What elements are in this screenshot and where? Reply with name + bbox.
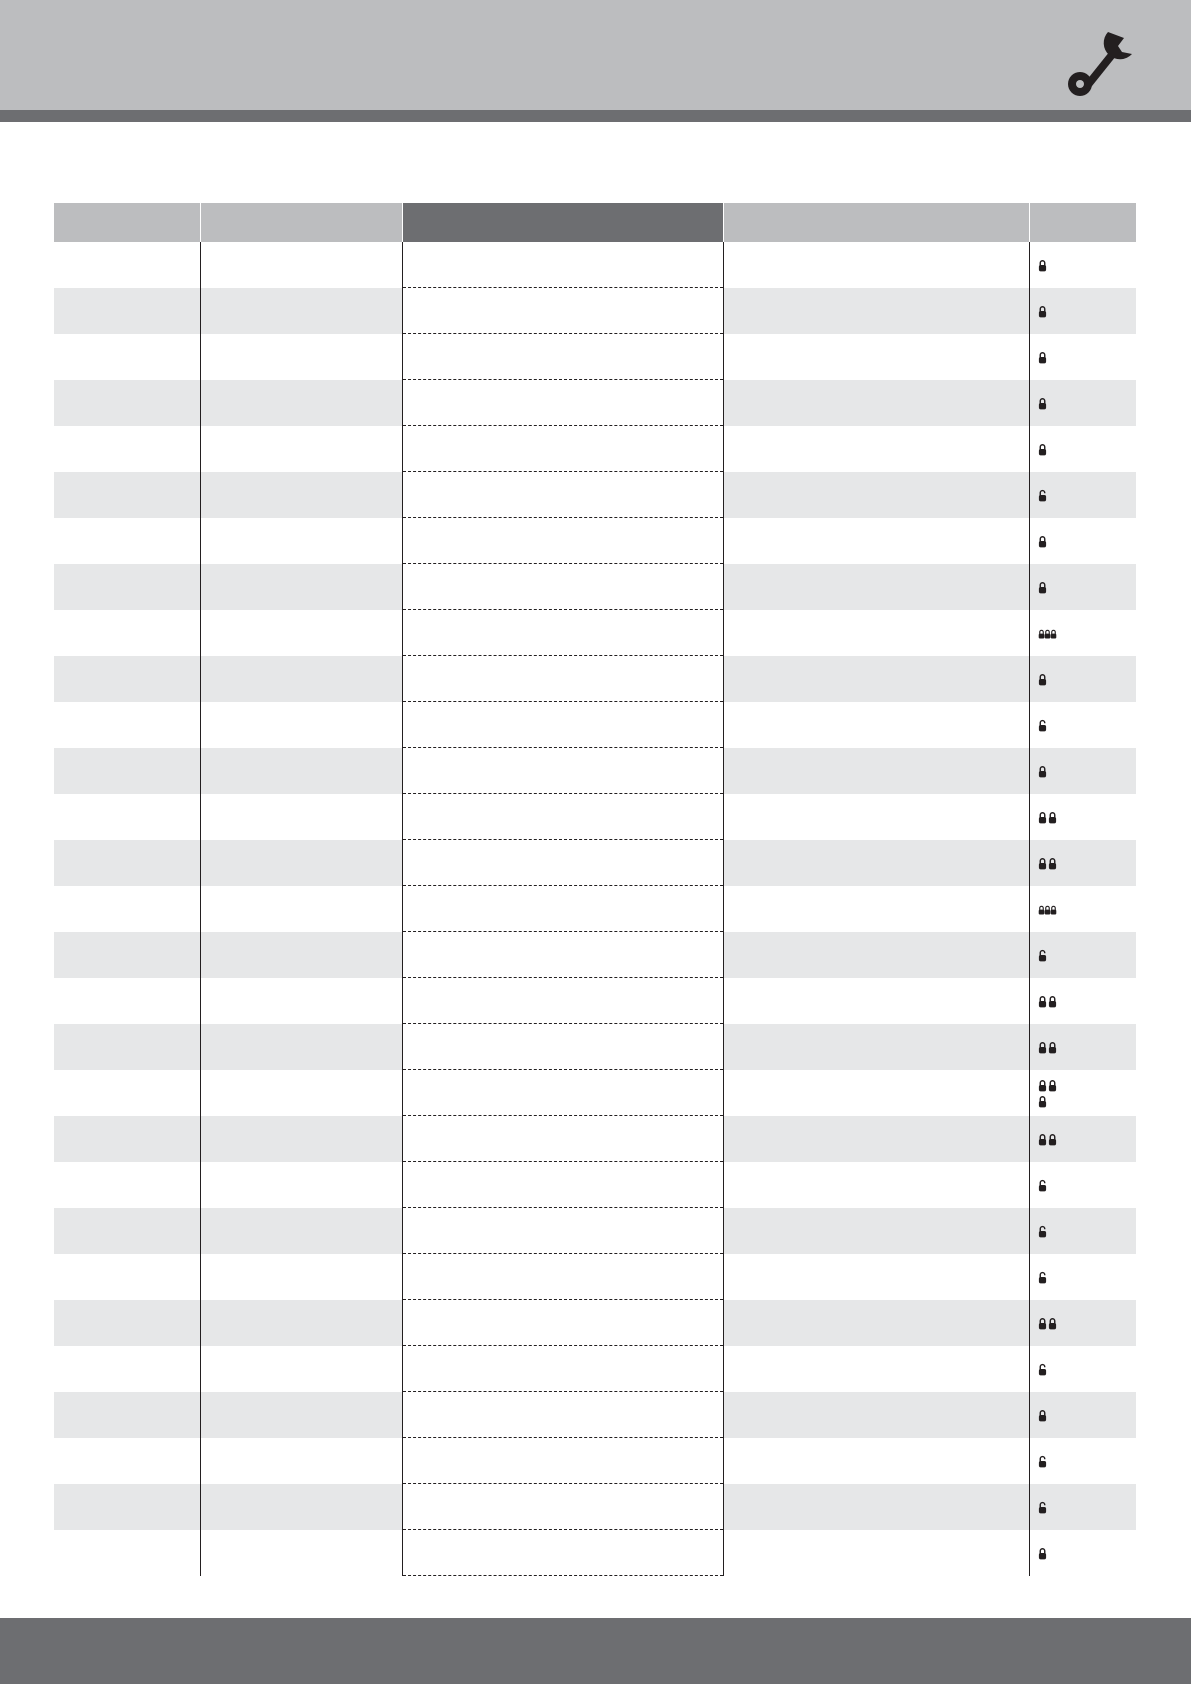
table-cell-col2 [200,1254,402,1300]
lock-icon [1038,350,1137,364]
table-cell-col4 [723,978,1029,1024]
access-level-cell [1029,1392,1136,1438]
table-cell-col1 [54,1438,200,1484]
table-cell-col4 [723,1162,1029,1208]
table-cell-col3 [402,610,723,656]
table-cell-col4 [723,472,1029,518]
table-cell-col4 [723,1346,1029,1392]
table-cell-col3 [402,1392,723,1438]
table-cell-col4 [723,1208,1029,1254]
access-icons [1038,258,1137,272]
table-row [54,426,1136,472]
table-row [54,472,1136,518]
table-row [54,610,1136,656]
table-row [54,518,1136,564]
table-cell-col1 [54,288,200,334]
table-cell-col1 [54,426,200,472]
table-cell-col1 [54,978,200,1024]
top-stripe [0,110,1191,122]
table-cell-col1 [54,1208,200,1254]
access-level-cell [1029,840,1136,886]
table-cell-col4 [723,242,1029,288]
table-cell-col1 [54,1530,200,1576]
lock-icon [1038,580,1137,594]
access-icons [1038,580,1137,594]
table-row [54,1530,1136,1576]
access-icons [1038,902,1137,916]
table-cell-col4 [723,288,1029,334]
column-header-5 [1029,203,1136,242]
settings-table [54,203,1136,1576]
lock-icon [1038,1094,1137,1108]
table-row [54,1484,1136,1530]
table-cell-col1 [54,518,200,564]
table-cell-col4 [723,1300,1029,1346]
lock-icon [1038,258,1137,272]
access-level-cell [1029,1162,1136,1208]
table-cell-col3 [402,932,723,978]
table-row [54,748,1136,794]
lock-icon [1038,442,1137,456]
table-cell-col2 [200,656,402,702]
access-icons [1038,1362,1137,1376]
unlock-icon [1038,1500,1137,1514]
table-cell-col4 [723,564,1029,610]
table-row [54,564,1136,610]
access-icons [1038,1078,1137,1108]
table-cell-col3 [402,426,723,472]
double-lock-icon [1038,994,1137,1008]
access-icons [1038,1178,1137,1192]
unlock-icon [1038,1454,1137,1468]
table-cell-col1 [54,1024,200,1070]
unlock-icon [1038,1178,1137,1192]
table-cell-col3 [402,840,723,886]
table-cell-col4 [723,518,1029,564]
access-icons [1038,442,1137,456]
table-cell-col2 [200,1162,402,1208]
table-cell-col1 [54,564,200,610]
table-cell-col3 [402,702,723,748]
table-cell-col3 [402,1162,723,1208]
table-cell-col4 [723,794,1029,840]
table-cell-col1 [54,1162,200,1208]
triple-lock-icon [1038,626,1137,640]
double-lock-icon [1038,1316,1137,1330]
table-cell-col4 [723,426,1029,472]
access-level-cell [1029,656,1136,702]
table-cell-col3 [402,472,723,518]
access-level-cell [1029,978,1136,1024]
access-icons [1038,488,1137,502]
column-header-2 [200,203,402,242]
table-cell-col1 [54,1484,200,1530]
table-cell-col1 [54,242,200,288]
access-level-cell [1029,564,1136,610]
table-cell-col3 [402,1208,723,1254]
access-icons [1038,350,1137,364]
unlock-icon [1038,1362,1137,1376]
table-cell-col2 [200,1208,402,1254]
table-cell-col1 [54,1254,200,1300]
access-level-cell [1029,1254,1136,1300]
access-icons [1038,1546,1137,1560]
table-cell-col4 [723,1438,1029,1484]
double-lock-icon [1038,1078,1137,1092]
table-cell-col3 [402,1300,723,1346]
table-cell-col2 [200,1392,402,1438]
table-cell-col3 [402,748,723,794]
table-row [54,840,1136,886]
table-row [54,1024,1136,1070]
table-cell-col4 [723,1116,1029,1162]
table-cell-col1 [54,656,200,702]
access-level-cell [1029,1438,1136,1484]
lock-icon [1038,396,1137,410]
access-icons [1038,1224,1137,1238]
table-cell-col2 [200,978,402,1024]
table-row [54,886,1136,932]
double-lock-icon [1038,1040,1137,1054]
table-row [54,1254,1136,1300]
table-cell-col4 [723,1392,1029,1438]
double-lock-icon [1038,1132,1137,1146]
table-cell-col3 [402,334,723,380]
table-cell-col2 [200,242,402,288]
table-cell-col2 [200,1116,402,1162]
table-cell-col2 [200,1300,402,1346]
table-row [54,288,1136,334]
unlock-icon [1038,488,1137,502]
table-cell-col1 [54,1116,200,1162]
lock-icon [1038,1408,1137,1422]
access-icons [1038,764,1137,778]
table-cell-col1 [54,932,200,978]
table-cell-col2 [200,334,402,380]
column-header-1 [54,203,200,242]
table-cell-col1 [54,610,200,656]
table-row [54,978,1136,1024]
table-cell-col4 [723,886,1029,932]
access-level-cell [1029,1024,1136,1070]
wrench-icon [1058,24,1138,104]
access-level-cell [1029,242,1136,288]
access-level-cell [1029,1208,1136,1254]
table-cell-col3 [402,1254,723,1300]
access-icons [1038,626,1137,640]
table-cell-col3 [402,886,723,932]
table-body [54,242,1136,1576]
table-cell-col4 [723,656,1029,702]
table-row [54,334,1136,380]
table-row [54,656,1136,702]
access-icons [1038,994,1137,1008]
access-icons [1038,718,1137,732]
table-cell-col1 [54,334,200,380]
table-cell-col2 [200,564,402,610]
table-cell-col3 [402,518,723,564]
table-row [54,702,1136,748]
lock-icon [1038,764,1137,778]
table-cell-col2 [200,932,402,978]
access-icons [1038,1408,1137,1422]
lock-icon [1038,534,1137,548]
unlock-icon [1038,718,1137,732]
table-cell-col3 [402,288,723,334]
footer-bar [0,1618,1191,1684]
access-level-cell [1029,748,1136,794]
access-icons [1038,1454,1137,1468]
lock-icon [1038,1546,1137,1560]
access-level-cell [1029,794,1136,840]
table-cell-col1 [54,1346,200,1392]
lock-icon [1038,304,1137,318]
access-level-cell [1029,518,1136,564]
access-level-cell [1029,380,1136,426]
table-cell-col3 [402,656,723,702]
table-cell-col2 [200,1530,402,1576]
access-icons [1038,856,1137,870]
table-cell-col2 [200,748,402,794]
table-cell-col2 [200,288,402,334]
table-cell-col3 [402,1530,723,1576]
table-cell-col2 [200,1484,402,1530]
table-cell-col4 [723,702,1029,748]
table-cell-col4 [723,1530,1029,1576]
table-cell-col2 [200,518,402,564]
table-row [54,1208,1136,1254]
access-level-cell [1029,334,1136,380]
top-banner [0,0,1191,110]
table-cell-col2 [200,886,402,932]
table-cell-col4 [723,1484,1029,1530]
lock-icon [1038,672,1137,686]
table-cell-col3 [402,1438,723,1484]
table-cell-col3 [402,1484,723,1530]
table-cell-col4 [723,610,1029,656]
access-level-cell [1029,1116,1136,1162]
table-header-row [54,203,1136,242]
access-level-cell [1029,932,1136,978]
table-cell-col2 [200,840,402,886]
access-icons [1038,1500,1137,1514]
table-cell-col3 [402,564,723,610]
access-level-cell [1029,288,1136,334]
table-row [54,1300,1136,1346]
access-icons [1038,810,1137,824]
access-icons [1038,948,1137,962]
double-lock-icon [1038,810,1137,824]
access-icons [1038,1270,1137,1284]
access-icons [1038,534,1137,548]
table-cell-col1 [54,702,200,748]
table-cell-col3 [402,242,723,288]
access-icons [1038,1132,1137,1146]
unlock-icon [1038,1270,1137,1284]
table-cell-col1 [54,886,200,932]
table-cell-col4 [723,334,1029,380]
table-cell-col3 [402,1024,723,1070]
table-row [54,1070,1136,1116]
triple-lock-icon [1038,902,1137,916]
access-level-cell [1029,1300,1136,1346]
column-header-3 [402,203,723,242]
table-cell-col4 [723,1254,1029,1300]
table-row [54,242,1136,288]
table-cell-col2 [200,1346,402,1392]
table-row [54,1346,1136,1392]
double-lock-icon [1038,856,1137,870]
access-icons [1038,1040,1137,1054]
table-row [54,1116,1136,1162]
access-icons [1038,672,1137,686]
table-cell-col2 [200,1070,402,1116]
access-icons [1038,304,1137,318]
table-row [54,1392,1136,1438]
access-level-cell [1029,426,1136,472]
table-cell-col4 [723,748,1029,794]
table-cell-col3 [402,1116,723,1162]
table-cell-col2 [200,426,402,472]
column-header-4 [723,203,1029,242]
table-row [54,932,1136,978]
access-level-cell [1029,472,1136,518]
table-cell-col3 [402,1346,723,1392]
table-cell-col2 [200,1024,402,1070]
access-level-cell [1029,610,1136,656]
table-cell-col2 [200,472,402,518]
table-cell-col2 [200,1438,402,1484]
table-cell-col1 [54,794,200,840]
table-cell-col1 [54,1070,200,1116]
table-cell-col1 [54,472,200,518]
table-cell-col1 [54,380,200,426]
table-cell-col4 [723,380,1029,426]
access-level-cell [1029,1530,1136,1576]
table-cell-col1 [54,1392,200,1438]
access-level-cell [1029,1070,1136,1116]
unlock-icon [1038,1224,1137,1238]
table-cell-col4 [723,1024,1029,1070]
table-cell-col1 [54,748,200,794]
table-cell-col4 [723,932,1029,978]
table-cell-col2 [200,610,402,656]
access-level-cell [1029,1346,1136,1392]
table-row [54,1438,1136,1484]
table-cell-col3 [402,978,723,1024]
table-row [54,794,1136,840]
table-cell-col3 [402,380,723,426]
table-cell-col1 [54,1300,200,1346]
table-row [54,380,1136,426]
table-cell-col3 [402,1070,723,1116]
table-cell-col1 [54,840,200,886]
table-row [54,1162,1136,1208]
access-level-cell [1029,702,1136,748]
table-cell-col4 [723,1070,1029,1116]
table-cell-col2 [200,380,402,426]
unlock-icon [1038,948,1137,962]
access-icons [1038,396,1137,410]
access-icons [1038,1316,1137,1330]
table-cell-col2 [200,794,402,840]
access-level-cell [1029,886,1136,932]
access-level-cell [1029,1484,1136,1530]
table-cell-col4 [723,840,1029,886]
table-cell-col2 [200,702,402,748]
table-cell-col3 [402,794,723,840]
